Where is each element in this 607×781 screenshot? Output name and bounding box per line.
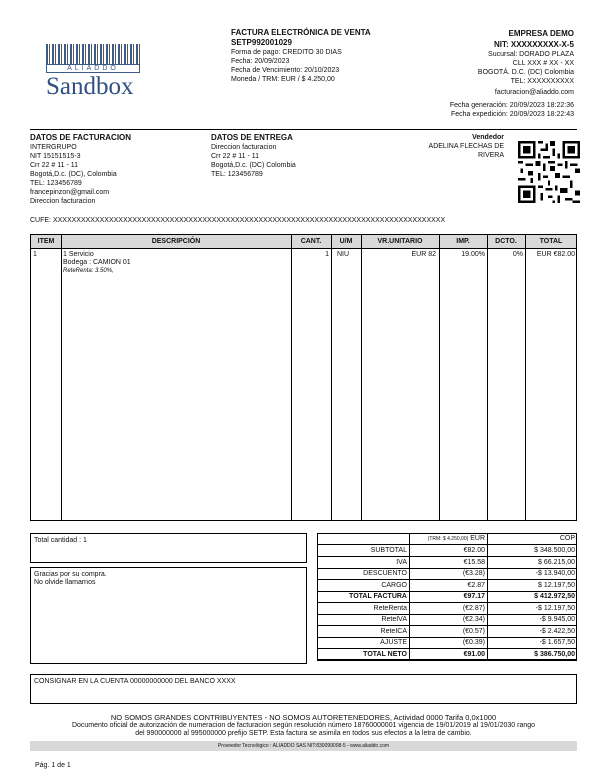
billing-line: TEL: 123456789 [30,180,82,187]
totals-label: ReteICA [380,627,407,635]
totals-cop: $ 348.500,00 [487,545,577,557]
totals-eur: (€2.87) [409,603,487,615]
delivery-line: Bogotá,D.c. (DC) Colombia [211,162,296,169]
company-nit: NIT: XXXXXXXXX-X-5 [493,40,574,49]
col-divider [331,235,332,520]
company-email: facturacion@aliaddo.com [494,89,574,96]
totals-cop: -$ 13.940,00 [487,568,577,580]
totals-eur: (€0.57) [409,626,487,638]
totals-label: AJUSTE [380,639,407,646]
invoice-title: FACTURA ELECTRÓNICA DE VENTA [231,28,371,37]
row-tax: 19.00% [461,251,485,258]
totals-cop: -$ 2.422,50 [487,626,577,638]
totals-eur: (€2.34) [409,614,487,626]
totals-cop: $ 66.215,00 [487,557,577,569]
delivery-heading: DATOS DE ENTREGA [211,133,293,142]
col-discount: DCTO. [495,238,517,245]
payment-method: Forma de pago: CREDITO 30 DIAS [231,49,342,56]
qr-code-icon [518,141,580,203]
col-divider [439,235,440,520]
logo-band: ALIADDO [46,64,140,73]
note-line: Gracias por su compra. [34,571,107,578]
company-name: EMPRESA DEMO [508,29,574,38]
col-quantity: CANT. [300,238,322,245]
totals-cop: -$ 12.197,50 [487,603,577,615]
notes-box [30,567,307,664]
totals-currency-cop: COP [487,533,577,545]
billing-line: NIT 15151515-3 [30,153,81,160]
totals-label: DESCUENTO [363,570,407,577]
billing-line: INTERGRUPO [30,144,77,151]
legal-text [30,713,577,738]
billing-line: Crr 22 # 11 - 11 [30,162,78,169]
billing-heading: DATOS DE FACTURACION [30,133,132,142]
seller-heading: Vendedor [472,134,504,141]
totals-eur: €2.87 [409,580,487,592]
consign-box [30,674,577,704]
table-header [31,235,576,249]
total-quantity-box [30,533,307,563]
trm-note: (TRM: $ 4.250,00) [427,536,469,542]
row-unit-price: EUR 82 [411,251,436,258]
provider-bar: Proveedor Tecnológico : ALIADDO SAS NIT:830099008-5 - www.aliaddo.com [30,741,577,751]
col-divider [525,235,526,520]
row-um: NIU [337,251,350,258]
delivery-line: TEL: 123456789 [211,171,263,178]
cufe: CUFE: XXXXXXXXXXXXXXXXXXXXXXXXXXXXXXXXXXXXXXXXXXXXXXXXXXXXXXXXXXXXXXXXXXXXXXXXXXXXXXXXXXXX [30,217,446,224]
seller-name-line2: RIVERA [477,152,504,159]
totals-label: ReteRenta [373,604,407,612]
totals-label: ReteIVA [381,616,407,623]
col-total: TOTAL [539,238,563,245]
totals-eur: (€3.28) [409,568,487,580]
delivery-block [211,133,381,179]
invoice-header [231,28,421,84]
totals-label: IVA [396,558,407,566]
company-branch: Sucursal: DORADO PLAZA [488,51,574,58]
seller-name-line1: ADELINA FLECHAS DE [428,143,504,150]
delivery-line: Crr 22 # 11 - 11 [211,153,259,160]
totals-eur: €82.00 [409,545,487,557]
invoice-date: Fecha: 20/09/2023 [231,58,290,65]
header-divider [30,129,577,130]
totals-label: CARGO [381,581,407,589]
col-divider [291,235,292,520]
col-divider [361,235,362,520]
row-item: 1 [33,251,37,258]
totals-eur: €97.17 [409,591,487,603]
consign-text: CONSIGNAR EN LA CUENTA 00000000000 DEL BANCO XXXX [34,678,236,685]
totals-cop: -$ 9.945,00 [487,614,577,626]
col-tax: IMP. [456,238,470,245]
seller-block [400,133,504,160]
totals-eur: €15.58 [409,557,487,569]
col-divider [61,235,62,520]
col-divider [487,235,488,520]
totals-cop: $ 412.972,50 [487,591,577,603]
billing-line: francepinzon@gmail.com [30,189,110,196]
due-date: Fecha de Vencimiento: 20/10/2023 [231,67,340,74]
totals-cop: $ 386.750,00 [487,649,577,661]
row-qty: 1 [325,251,329,258]
company-address: CLL XXX # XX - XX [512,60,574,67]
col-item: ITEM [37,238,55,245]
total-quantity: Total cantidad : 1 [34,537,87,544]
row-desc-line2: Bodega : CAMION 01 [63,259,131,266]
legal-line1: NO SOMOS GRANDES CONTRIBUYENTES - NO SOMOS AUTORETENEDORES, Actividad 0000 Tarifa 0,0x1000 [110,713,497,722]
row-desc-line1: 1 Servicio [63,251,94,258]
logo-wordmark: Sandbox [46,73,134,100]
company-info [410,28,574,119]
items-table [30,234,577,521]
col-description: DESCRIPCIÓN [151,238,201,245]
company-city: BOGOTÁ. D.C. (DC) Colombia [477,69,574,76]
totals-label: TOTAL NETO [363,650,407,658]
logo-barcode [46,44,140,64]
col-unit: U/M [339,238,353,245]
invoice-number: SETP992001029 [231,38,292,47]
billing-line: Direccion facturacion [30,198,96,205]
page-number: Pág. 1 de 1 [35,762,71,769]
row-total: EUR €82.00 [536,251,575,258]
generated-date: Fecha generación: 20/09/2023 18:22:36 [449,102,574,109]
delivery-line: Direccion facturacion [211,144,277,151]
totals-eur: (€0.39) [409,637,487,649]
issued-date: Fecha expedición: 20/09/2023 18:22:43 [451,111,574,118]
totals-frame [317,533,577,660]
col-unit-price: VR.UNITARIO [377,238,423,245]
row-desc-line3: ReteRenta: 3.50%, [63,268,114,274]
totals-cop: -$ 1.657,50 [487,637,577,649]
billing-block [30,133,200,206]
totals-cop: $ 12.197,50 [487,580,577,592]
currency-trm: Moneda / TRM: EUR / $ 4.250,00 [231,76,335,83]
totals-header-divider [317,544,577,545]
legal-line3: del 990000000 al 995000000 prefijo SETP. Esta factura se asimila en todos sus efectos a la letra de cambio. [135,730,472,737]
eur-label: EUR [470,535,485,542]
totals-label: TOTAL FACTURA [349,593,407,600]
totals-eur: €91.00 [409,649,487,661]
totals-label: SUBTOTAL [370,547,407,554]
company-tel: TEL: XXXXXXXXXX [510,78,574,85]
billing-line: Bogotá,D.c. (DC), Colombia [30,171,117,178]
legal-line2: Documento oficial de autorización de numeracion de facturacion según resolución número 18760000001 vigencia de 19/01/2019 al 19/01/2030 rango [71,722,536,729]
row-discount: 0% [512,251,523,258]
note-line: No olvide llamarnos [34,579,96,586]
